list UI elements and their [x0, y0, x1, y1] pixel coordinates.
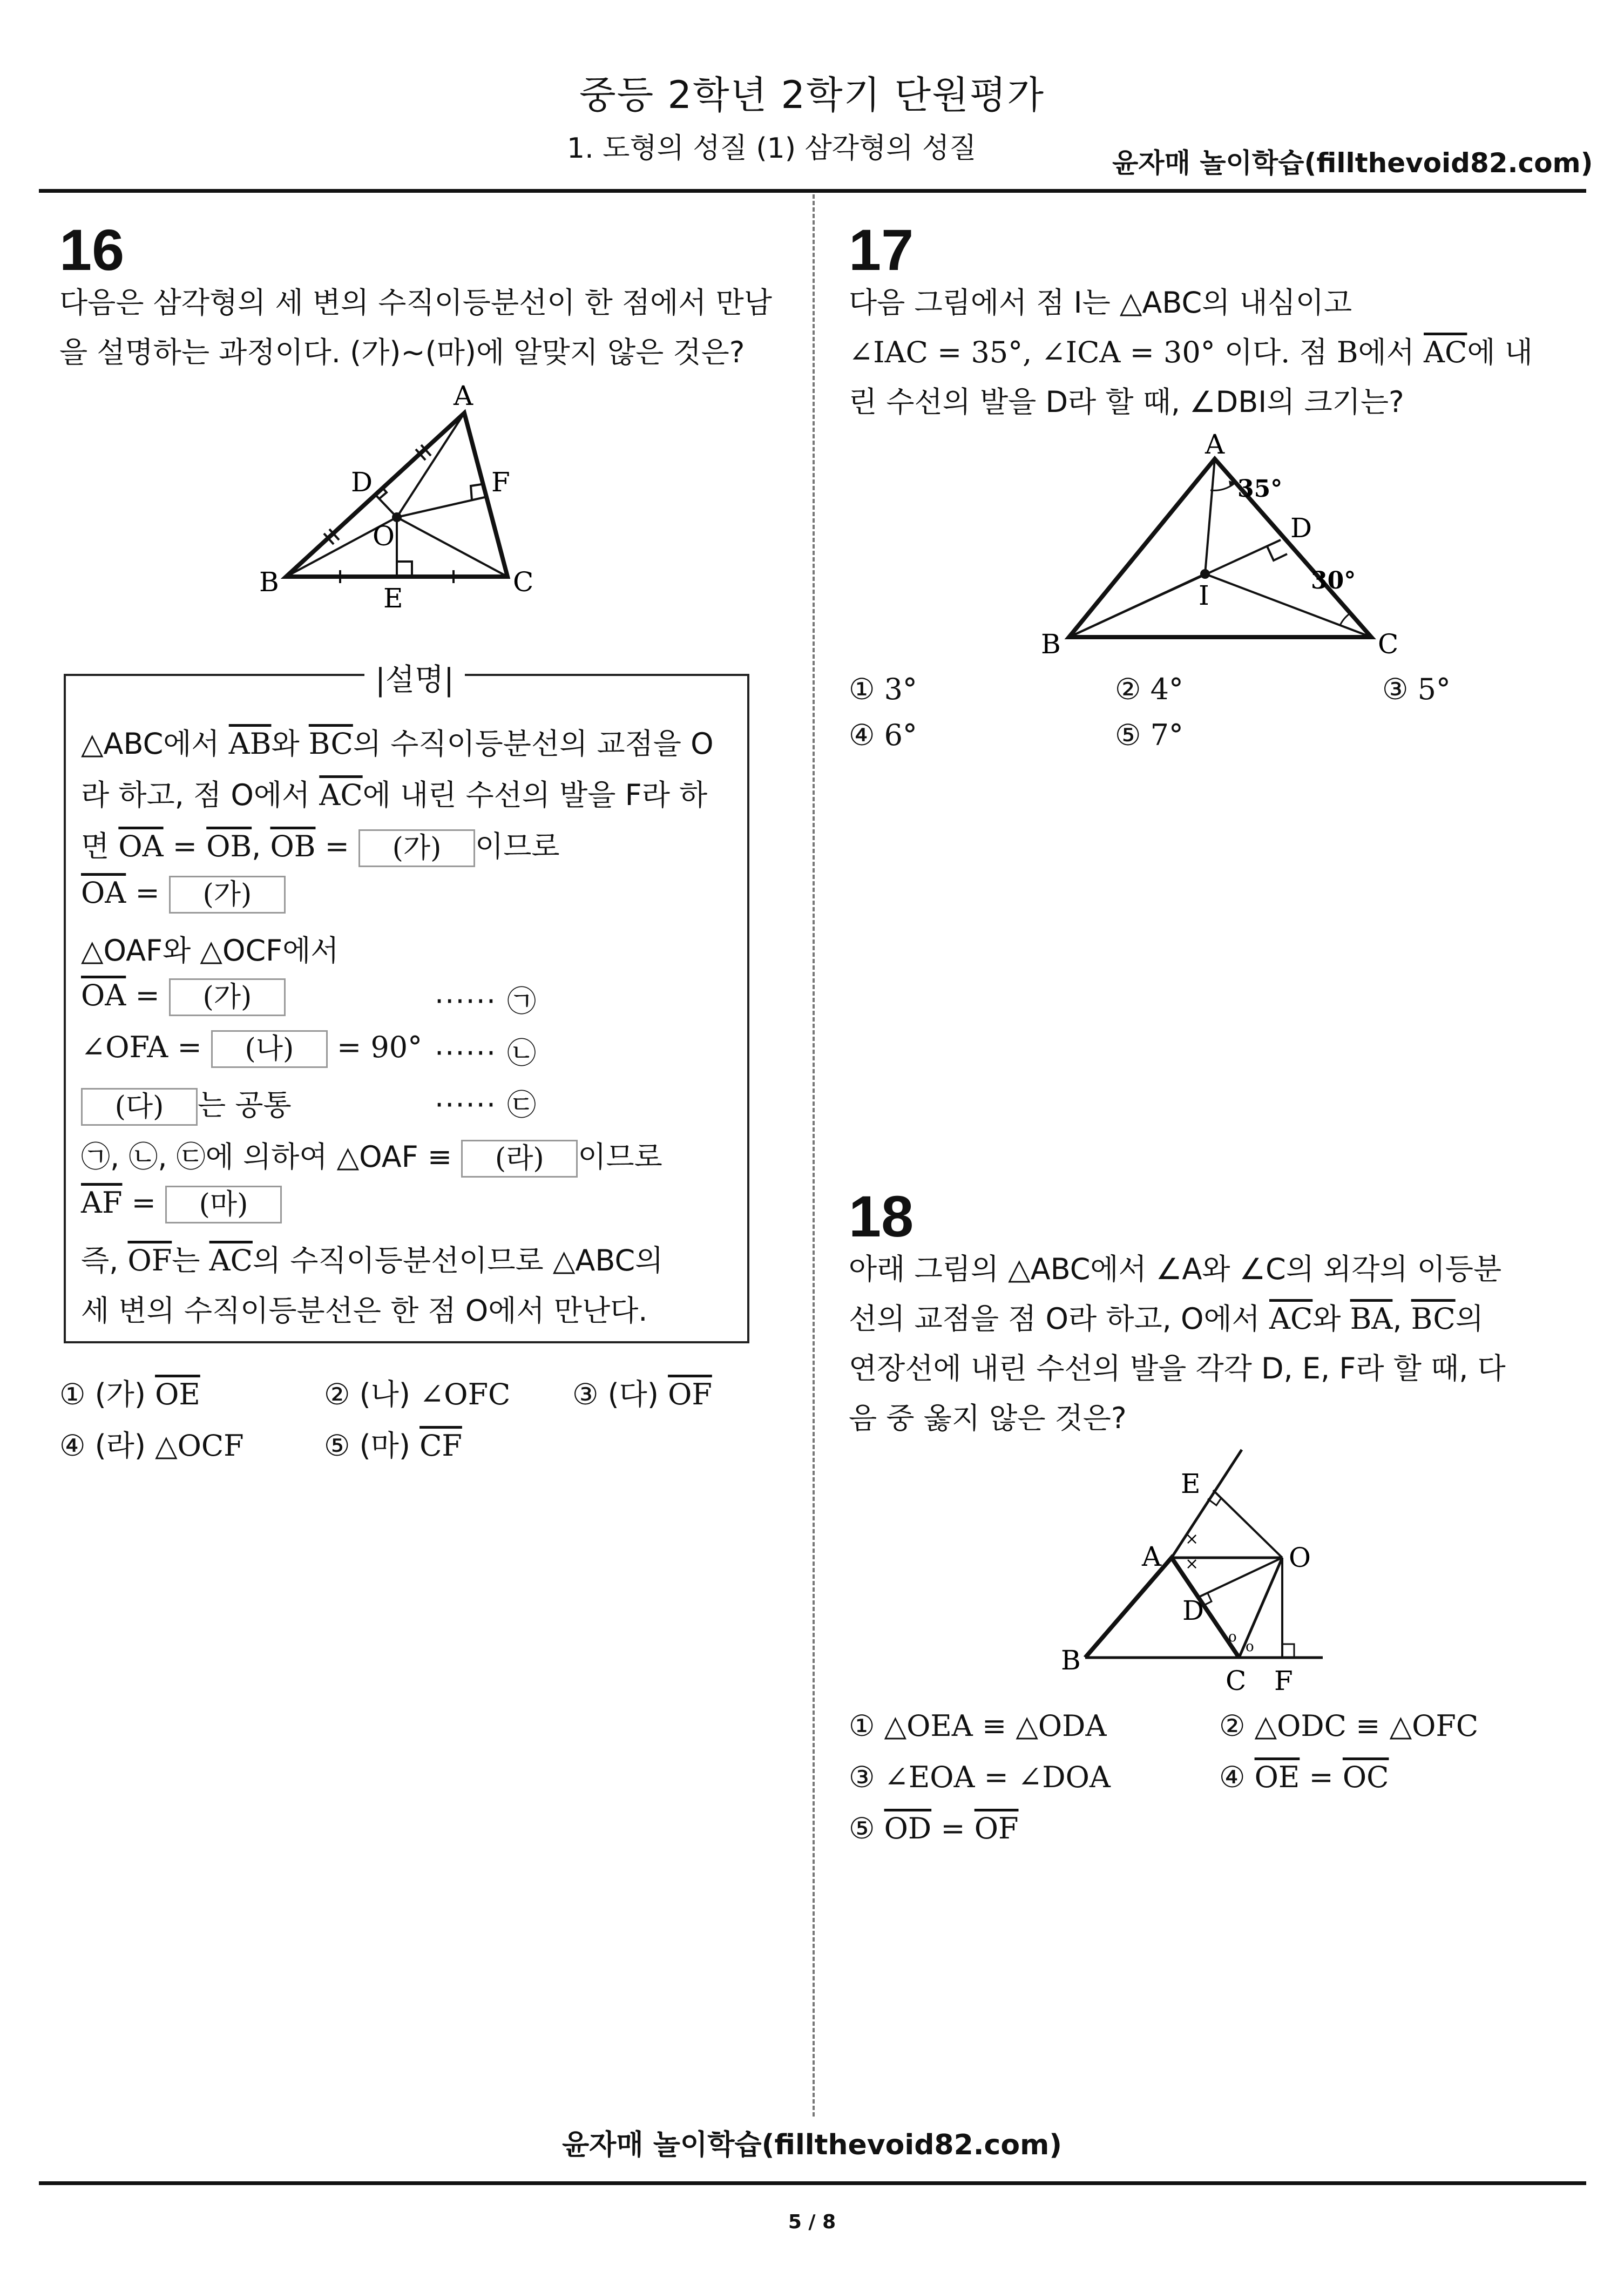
- q17-text-line1: 다음 그림에서 점 I는 △ABC의 내심이고: [849, 286, 1352, 320]
- blank-da: (다): [81, 1088, 198, 1126]
- q18-text-line1: 아래 그림의 △ABC에서 ∠A와 ∠C의 외각의 이등분: [849, 1252, 1502, 1286]
- svg-text:×: ×: [1185, 1554, 1199, 1573]
- page-subtitle: 1. 도형의 성질 (1) 삼각형의 성질: [567, 132, 977, 165]
- svg-text:o: o: [1228, 1629, 1237, 1645]
- q16-text-line1: 다음은 삼각형의 세 변의 수직이등분선이 한 점에서 만남: [59, 286, 772, 320]
- q18-choice-3[interactable]: ③ ∠EOA = ∠DOA: [849, 1760, 1111, 1794]
- q16-exp-line3: 면 $\overline{OA} = \overline{OB}$, $\overline{OB}$ = (가) 이므로: [81, 823, 560, 867]
- q18-triangle: [1085, 1558, 1239, 1658]
- q17-question: [849, 278, 1533, 427]
- q16-label-f: F: [491, 466, 510, 498]
- q16-choice-4[interactable]: ④ (라) △OCF: [59, 1429, 244, 1463]
- q17-text-line3: 린 수선의 발을 D라 할 때, ∠DBI의 크기는?: [849, 385, 1404, 419]
- header-rule: [39, 189, 1586, 193]
- blank-na: (나): [211, 1030, 328, 1068]
- q16-exp-line8: (다) 는 공통: [81, 1082, 292, 1126]
- q18-choice-2[interactable]: ② △ODC ≡ △OFC: [1219, 1709, 1479, 1743]
- q17-label-b: B: [1041, 628, 1061, 660]
- svg-text:o: o: [1246, 1639, 1254, 1655]
- q18-text-line2: 선의 교점을 점 O라 하고, O에서 $\overline{AC}$와 $\overline{BA}$, $\overline{BC}$의: [849, 1302, 1484, 1336]
- column-divider: [813, 194, 815, 2117]
- q16-choice-5[interactable]: ⑤ (마) $\overline{CF}$: [324, 1429, 462, 1463]
- q16-exp-line9: ㉠, ㉡, ㉢에 의하여 △OAF ≡ (라) 이므로: [81, 1134, 662, 1178]
- q17-number: 17: [849, 217, 914, 282]
- q16-label-b: B: [259, 566, 279, 598]
- q17-choice-1[interactable]: ① 3°: [849, 672, 917, 706]
- q18-label-a: A: [1142, 1541, 1162, 1572]
- q18-label-d: D: [1182, 1595, 1205, 1626]
- q17-label-c: C: [1378, 628, 1399, 660]
- q16-choice-3[interactable]: ③ (다) $\overline{OF}$: [572, 1377, 712, 1411]
- q18-choice-4[interactable]: ④ $\overline{OE} = \overline{OC}$: [1219, 1760, 1389, 1794]
- q16-exp-line4: $\overline{OA}$ = (가): [81, 876, 286, 914]
- page-number: 5 / 8: [788, 2211, 836, 2233]
- q17-figure: [1037, 427, 1404, 664]
- q16-exp-line6: $\overline{OA}$ = (가): [81, 978, 286, 1016]
- q17-label-a: A: [1205, 429, 1225, 460]
- q17-triangle: [1069, 459, 1371, 637]
- q17-label-i: I: [1199, 580, 1209, 611]
- q16-exp-line2: 라 하고, 점 O에서 $\overline{AC}$에 내린 수선의 발을 F라 하: [81, 778, 708, 812]
- q17-choice-5[interactable]: ⑤ 7°: [1115, 718, 1183, 752]
- q18-choice-1[interactable]: ① △OEA ≡ △ODA: [849, 1709, 1107, 1743]
- svg-text:×: ×: [1185, 1530, 1199, 1549]
- header-brand: 윤자매 놀이학습(fillthevoid82.com): [1112, 147, 1593, 179]
- q16-mark-1: ······ ㉠: [435, 984, 538, 1018]
- q16-exp-line5: △OAF와 △OCF에서: [81, 934, 339, 968]
- q17-angle-a: 35°: [1237, 475, 1283, 503]
- q18-choice-5[interactable]: ⑤ $\overline{OD} = \overline{OF}$: [849, 1811, 1019, 1845]
- q16-label-e: E: [383, 583, 403, 614]
- q18-label-b: B: [1061, 1645, 1081, 1676]
- page-title: 중등 2학년 2학기 단원평가: [579, 73, 1045, 117]
- blank-ga-3: (가): [169, 978, 286, 1016]
- q18-label-e: E: [1181, 1468, 1201, 1499]
- q18-figure: [1055, 1436, 1336, 1706]
- q16-choice-1[interactable]: ① (가) $\overline{OE}$: [59, 1377, 200, 1411]
- q17-angle-c: 30°: [1311, 567, 1356, 594]
- q16-exp-line1: △ABC에서 $\overline{AB}$와 $\overline{BC}$의 수직이등분선의 교점을 O: [81, 727, 714, 761]
- q16-mark-3: ······ ㉢: [435, 1088, 538, 1122]
- q17-choice-4[interactable]: ④ 6°: [849, 718, 917, 752]
- q17-text-line2: ∠IAC = 35°, ∠ICA = 30° 이다. 점 B에서 $\overline{AC}$에 내: [849, 335, 1533, 369]
- q18-number: 18: [849, 1184, 914, 1249]
- q16-number: 16: [59, 217, 125, 282]
- footer-brand: 윤자매 놀이학습(fillthevoid82.com): [561, 2129, 1063, 2161]
- q16-exp-line10: $\overline{AF}$ = (마): [81, 1186, 282, 1223]
- q16-question: [59, 278, 772, 377]
- q16-exp-line11: 즉, $\overline{OF}$는 $\overline{AC}$의 수직이등분선이므로 △ABC의: [81, 1243, 664, 1277]
- blank-ga-2: (가): [169, 876, 286, 914]
- q17-choice-3[interactable]: ③ 5°: [1382, 672, 1451, 706]
- blank-ma: (마): [165, 1186, 282, 1223]
- q16-label-c: C: [513, 566, 534, 598]
- blank-ra: (라): [461, 1140, 578, 1178]
- q16-mark-2: ······ ㉡: [435, 1036, 538, 1070]
- q18-label-c: C: [1226, 1665, 1247, 1696]
- q16-text-line2: 을 설명하는 과정이다. (가)~(마)에 알맞지 않은 것은?: [59, 335, 745, 369]
- q16-choice-2[interactable]: ② (나) ∠OFC: [324, 1377, 511, 1411]
- q16-label-a: A: [454, 380, 473, 411]
- q17-label-d: D: [1290, 512, 1312, 544]
- blank-ga: (가): [358, 829, 475, 867]
- q16-box-title: |설명|: [364, 656, 465, 699]
- q18-question: [849, 1245, 1506, 1443]
- q18-label-o: O: [1289, 1542, 1311, 1573]
- q17-choice-2[interactable]: ② 4°: [1115, 672, 1183, 706]
- q18-text-line3: 연장선에 내린 수선의 발을 각각 D, E, F라 할 때, 다: [849, 1351, 1506, 1385]
- q18-text-line4: 음 중 옳지 않은 것은?: [849, 1401, 1127, 1435]
- q18-label-f: F: [1274, 1665, 1293, 1696]
- q16-figure: [254, 380, 567, 621]
- q16-label-d: D: [351, 466, 373, 498]
- q16-exp-line12: 세 변의 수직이등분선은 한 점 O에서 만난다.: [81, 1294, 648, 1328]
- q16-exp-line7: ∠OFA = (나) = 90°: [81, 1030, 422, 1068]
- q16-label-o: O: [373, 520, 395, 552]
- footer-rule: [39, 2181, 1586, 2185]
